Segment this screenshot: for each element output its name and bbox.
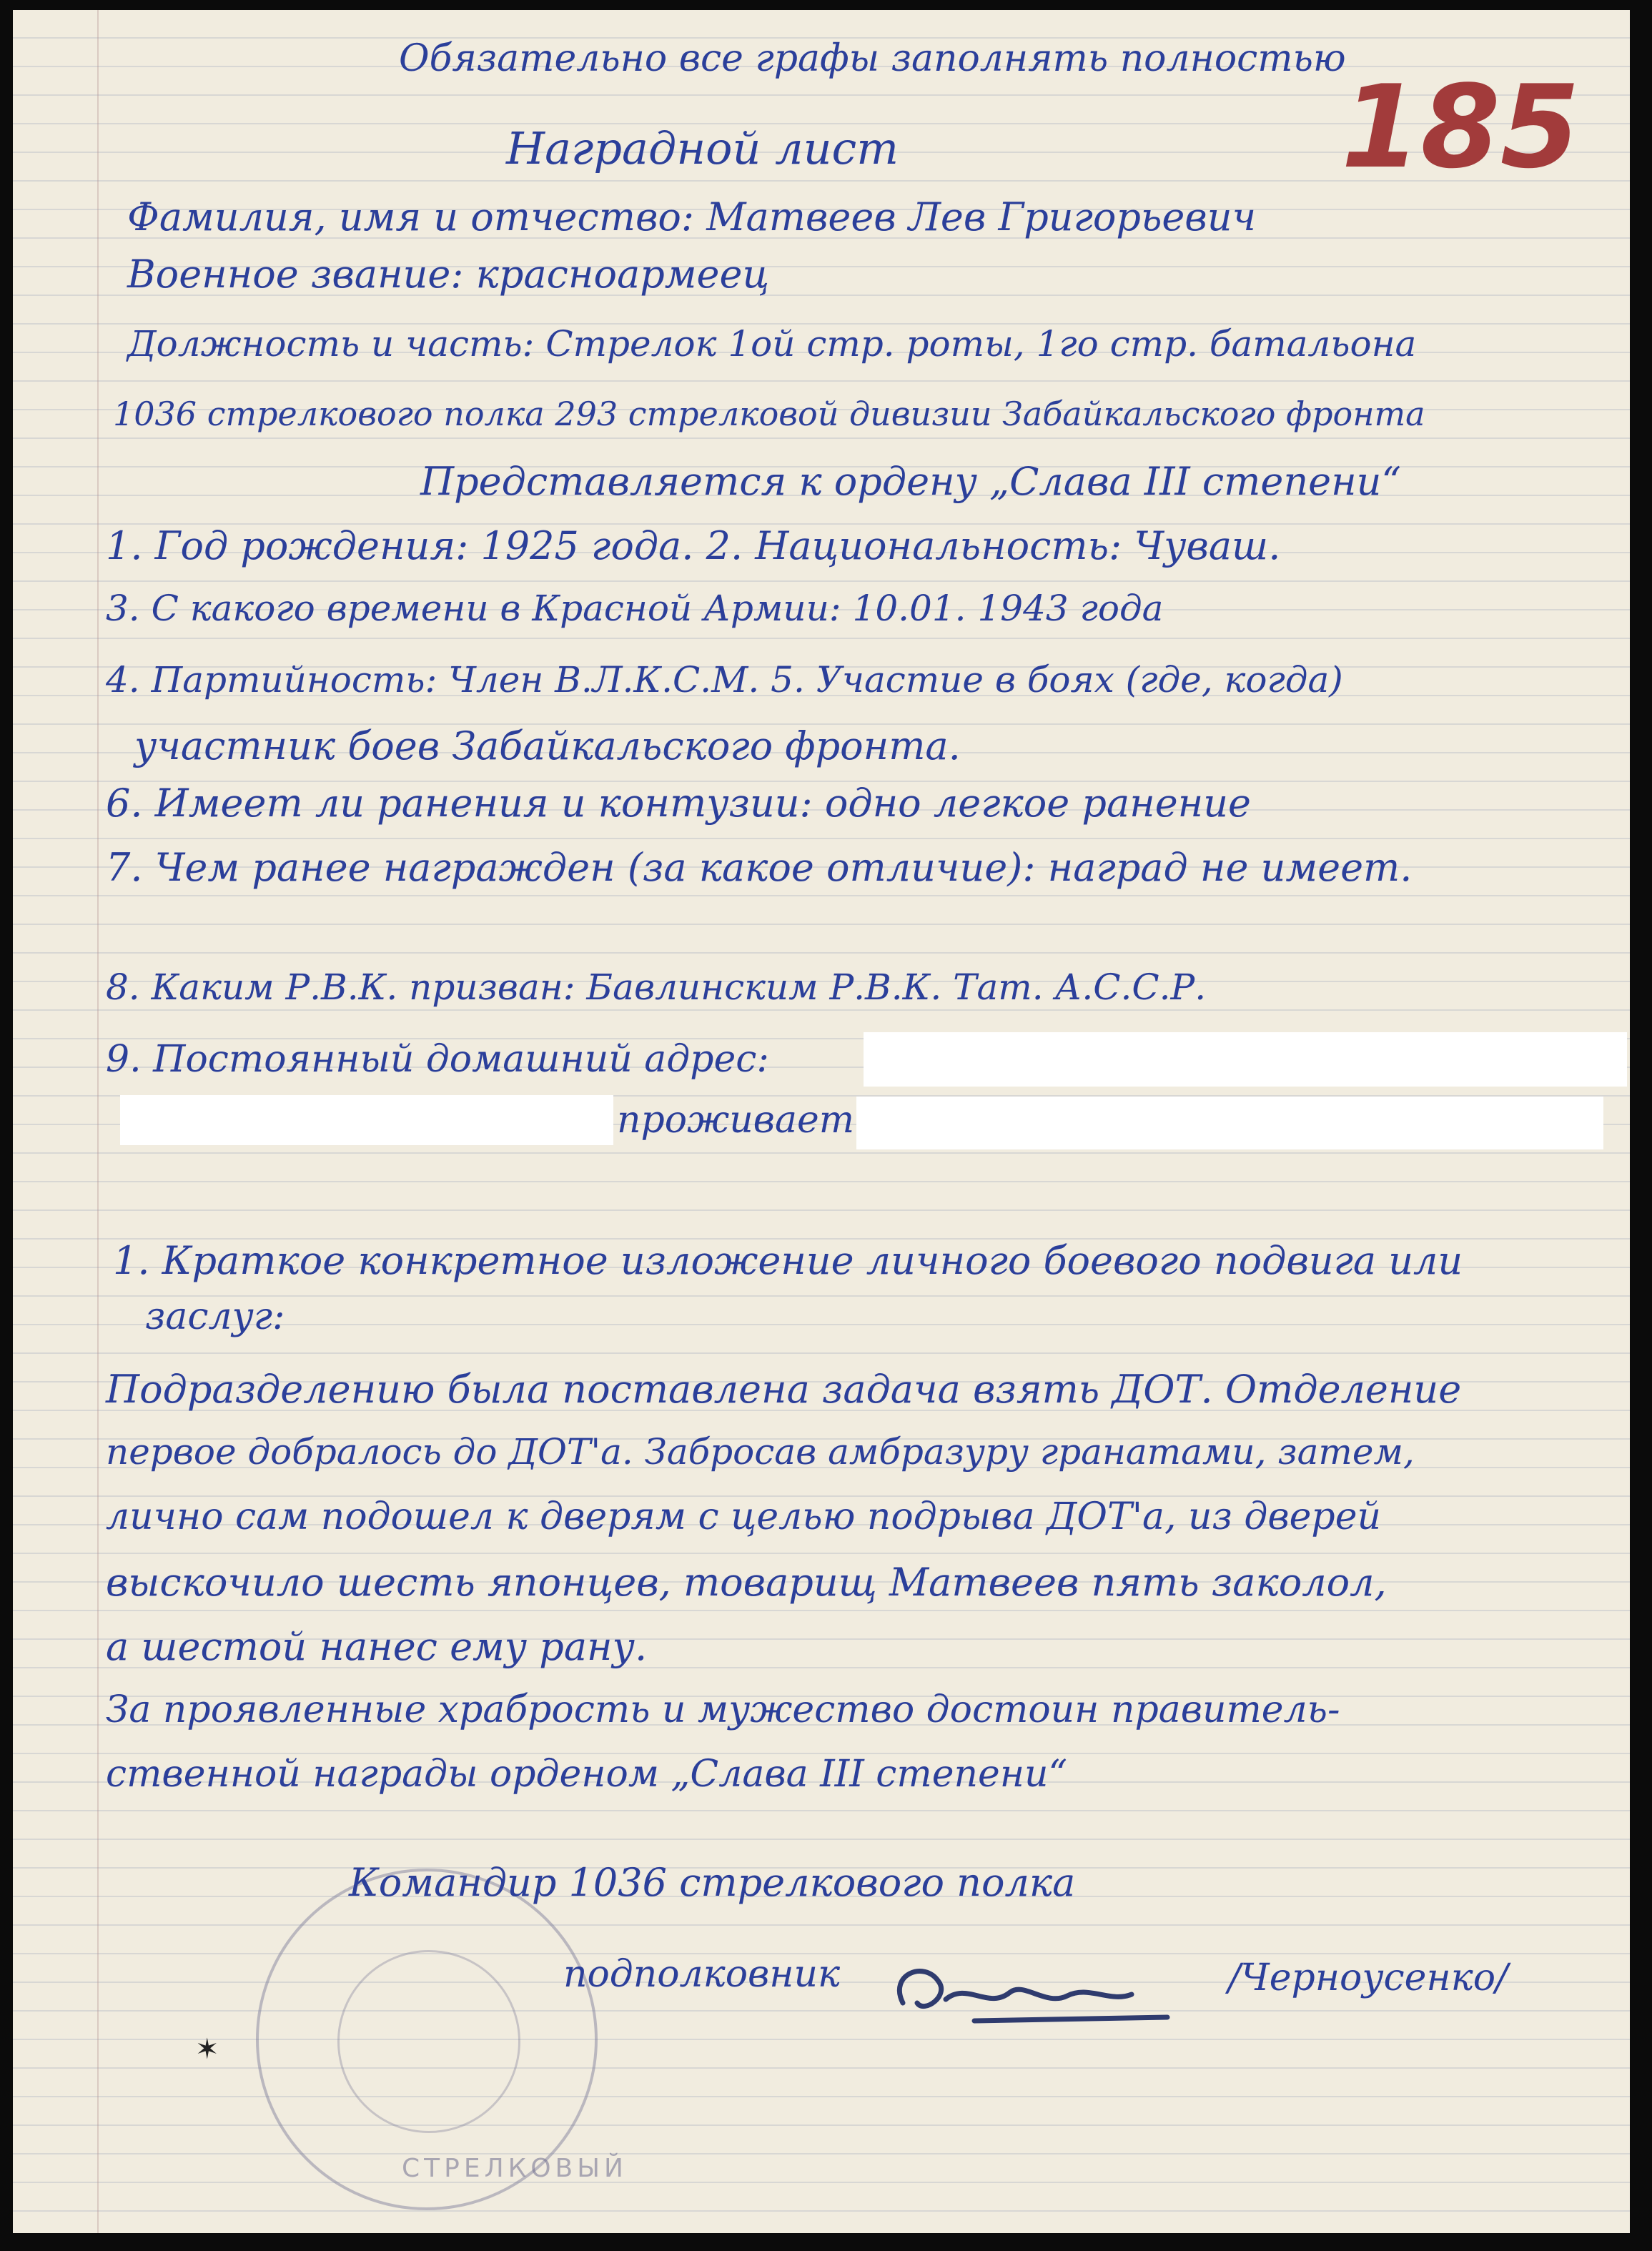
feat-heading: 1. Краткое конкретное изложение личного боевого подвига или <box>113 1238 1463 1283</box>
redacted-address-2 <box>120 1095 613 1145</box>
feat-line: выскочило шесть японцев, товарищ Матвеев пять заколол, <box>106 1560 1387 1605</box>
margin-line <box>97 10 99 2233</box>
signature <box>881 1953 1182 2032</box>
feat-line: Подразделению была поставлена задача взять ДОТ. Отделение <box>106 1367 1462 1412</box>
feat-line: За проявленные храбрость и мужество достоин правитель- <box>106 1688 1340 1731</box>
feat-line: лично сам подошел к дверям с целью подрыва ДОТ'а, из дверей <box>106 1495 1381 1538</box>
item-7-awards: 7. Чем ранее награжден (за какое отличие): наград не имеет. <box>106 845 1413 890</box>
item-4-party: 4. Партийность: Член В.Л.К.С.М. 5. Участие в боях (где, когда) <box>106 659 1343 701</box>
archive-number: 185 <box>1341 60 1580 194</box>
stamp-text: СТРЕЛКОВЫЙ <box>402 2154 628 2183</box>
feat-heading-cont: заслуг: <box>145 1295 285 1338</box>
feat-line: первое добралось до ДОТ'а. Забросав амбразуру гранатами, затем, <box>106 1431 1415 1473</box>
punch-mark-icon: ✶ <box>195 2033 219 2066</box>
header-instruction: Обязательно все графы заполнять полностью <box>399 37 1346 80</box>
redacted-address-1 <box>864 1032 1627 1087</box>
official-stamp <box>256 1869 628 2210</box>
field-rank: Военное звание: красноармеец <box>127 252 770 297</box>
field-full-name: Фамилия, имя и отчество: Матвеев Лев Григорьевич <box>127 194 1257 239</box>
item-8-draft-office: 8. Каким Р.В.К. призван: Бавлинским Р.В.К. Тат. А.С.С.Р. <box>106 966 1207 1008</box>
signoff-rank: подполковник <box>563 1953 841 1996</box>
item-1-birth-nationality: 1. Год рождения: 1925 года. 2. Национальность: Чуваш. <box>106 523 1281 568</box>
award-sheet <box>13 10 1630 2233</box>
item-9-address-cont: проживает <box>617 1099 855 1142</box>
item-5-answer: участник боев Забайкальского фронта. <box>134 723 961 768</box>
signoff-commander: Командир 1036 стрелкового полка <box>349 1860 1076 1905</box>
document-title: Наградной лист <box>506 122 899 174</box>
item-3-service-since: 3. С какого времени в Красной Армии: 10.01. 1943 года <box>106 588 1164 629</box>
award-nomination: Представляется к ордену „Слава III степени“ <box>420 459 1402 504</box>
redacted-address-3 <box>856 1097 1603 1149</box>
field-position-2: 1036 стрелкового полка 293 стрелковой дивизии Забайкальского фронта <box>113 395 1425 433</box>
feat-line: ственной награды орденом „Слава III степени“ <box>106 1753 1068 1796</box>
field-position-1: Должность и часть: Стрелок 1ой стр. роты, 1го стр. батальона <box>127 323 1417 365</box>
signoff-name: /Черноусенко/ <box>1228 1956 1508 1999</box>
feat-line: а шестой нанес ему рану. <box>106 1624 648 1669</box>
item-9-address: 9. Постоянный домашний адрес: <box>106 1038 769 1081</box>
stamp-inner-ring <box>337 1950 520 2133</box>
item-6-wounds: 6. Имеет ли ранения и контузии: одно легкое ранение <box>106 781 1251 826</box>
